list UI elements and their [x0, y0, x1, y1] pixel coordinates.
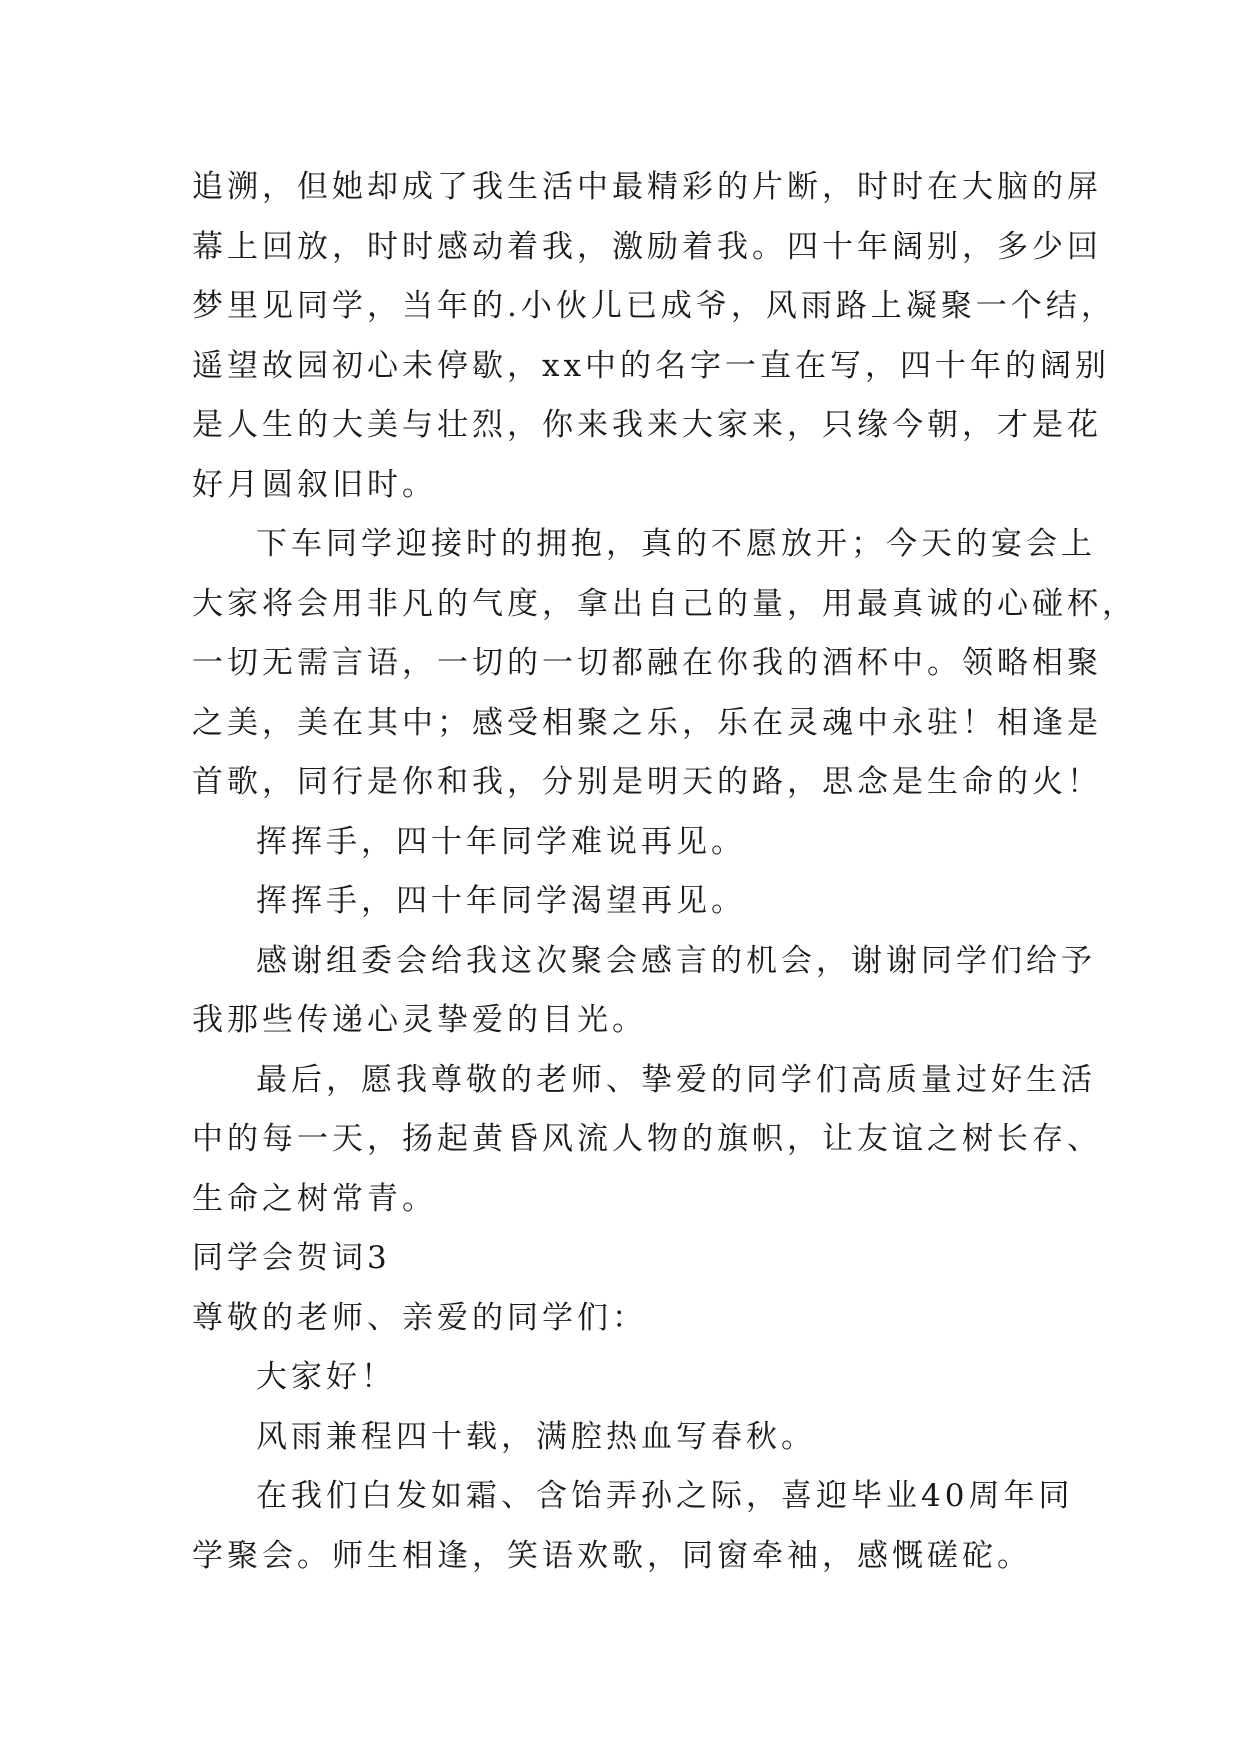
paragraph-first-line: 最后，愿我尊敬的老师、挚爱的同学们高质量过好生活 — [256, 1061, 1096, 1098]
text-line: 学聚会。师生相逢，笑语欢歌，同窗牵袖，感慨磋砣。 — [192, 1537, 1032, 1574]
text-line: 大家将会用非凡的气度，拿出自己的量，用最真诚的心碰杯， — [192, 585, 1137, 622]
text-line: 尊敬的老师、亲爱的同学们： — [192, 1299, 647, 1336]
document-body — [192, 158, 1137, 1586]
paragraph-first-line: 感谢组委会给我这次聚会感言的机会，谢谢同学们给予 — [256, 942, 1096, 979]
text-line: 幕上回放，时时感动着我，激励着我。四十年阔别，多少回 — [192, 228, 1102, 265]
text-line: 生命之树常青。 — [192, 1180, 437, 1217]
paragraph-first-line: 大家好！ — [256, 1359, 396, 1395]
text-line: 首歌，同行是你和我，分别是明天的路，思念是生命的火！ — [192, 764, 1102, 800]
text-line: 中的每一天，扬起黄昏风流人物的旗帜，让友谊之树长存、 — [192, 1121, 1102, 1157]
text-line: 好月圆叙旧时。 — [192, 466, 437, 503]
paragraph-first-line: 风雨兼程四十载，满腔热血写春秋。 — [256, 1418, 816, 1455]
paragraph-first-line: 在我们白发如霜、含饴弄孙之际，喜迎毕业40周年同 — [256, 1478, 1074, 1514]
text-line: 同学会贺词3 — [192, 1240, 391, 1276]
text-line: 我那些传递心灵挚爱的目光。 — [192, 1002, 647, 1038]
paragraph-first-line: 挥挥手，四十年同学难说再见。 — [256, 823, 746, 860]
text-line: 之美，美在其中；感受相聚之乐，乐在灵魂中永驻！相逢是 — [192, 704, 1102, 741]
text-line: 是人生的大美与壮烈，你来我来大家来，只缘今朝，才是花 — [192, 407, 1102, 443]
text-line: 遥望故园初心未停歇，xx中的名字一直在写，四十年的阔别 — [192, 347, 1110, 384]
text-line: 梦里见同学，当年的.小伙儿已成爷，风雨路上凝聚一个结， — [192, 288, 1116, 324]
text-line: 一切无需言语，一切的一切都融在你我的酒杯中。领略相聚 — [192, 645, 1102, 681]
paragraph-first-line: 挥挥手，四十年同学渴望再见。 — [256, 883, 746, 919]
text-line: 追溯，但她却成了我生活中最精彩的片断，时时在大脑的屏 — [192, 169, 1102, 205]
paragraph-first-line: 下车同学迎接时的拥抱，真的不愿放开；今天的宴会上 — [256, 526, 1096, 562]
